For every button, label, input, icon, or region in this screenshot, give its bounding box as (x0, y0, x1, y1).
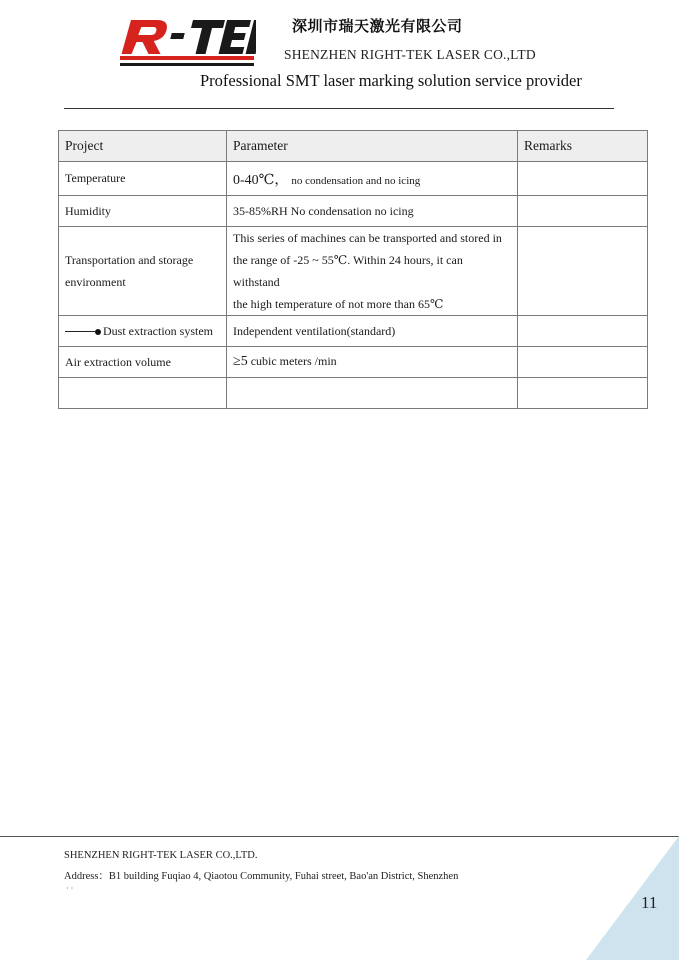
table-row (59, 378, 648, 409)
page-number: 11 (641, 893, 658, 912)
footer-mark: · · (66, 884, 74, 893)
temperature-note: no condensation and no icing (291, 174, 421, 187)
project-line: Transportation and storage (65, 253, 194, 267)
page-header (0, 0, 679, 112)
greater-equal-symbol: ≥ (233, 354, 241, 369)
project-line: environment (65, 275, 126, 289)
project-cell (59, 316, 227, 347)
project-label: Dust extraction system (103, 323, 213, 338)
parameter-cell: 35-85%RH No condensation no icing (227, 196, 518, 227)
air-volume-unit: cubic meters /min (250, 354, 337, 368)
parameter-cell: Independent ventilation(standard) (227, 316, 518, 347)
table-row (59, 196, 648, 227)
company-name-chinese: 深圳市瑞天激光有限公司 (292, 17, 463, 35)
parameter-cell (227, 227, 518, 316)
column-header-project: Project (59, 131, 227, 162)
parameter-cell (227, 347, 518, 378)
specification-table (58, 130, 648, 409)
project-cell: Air extraction volume (59, 347, 227, 378)
project-cell (59, 378, 227, 409)
rtek-logo (118, 16, 256, 70)
footer-address: Address：B1 building Fuqiao 4, Qiaotou Community, Fuhai street, Bao'an District, Shenzhen (64, 871, 459, 882)
company-name-english: SHENZHEN RIGHT-TEK LASER CO.,LTD (284, 47, 536, 62)
corner-decoration (586, 836, 679, 960)
column-header-parameter: Parameter (227, 131, 518, 162)
air-volume-value: 5 (240, 354, 248, 369)
project-cell (59, 227, 227, 316)
table-row (59, 162, 648, 196)
bullet-leader-line (65, 331, 95, 332)
parameter-cell (227, 378, 518, 409)
footer-divider (0, 836, 679, 837)
parameter-line: the range of -25 ~ 55℃. Within 24 hours, it can withstand (233, 253, 463, 289)
remarks-cell (518, 316, 648, 347)
remarks-cell (518, 196, 648, 227)
remarks-cell (518, 347, 648, 378)
parameter-line: the high temperature of not more than 65℃ (233, 297, 444, 311)
table-row (59, 316, 648, 347)
header-divider (64, 108, 614, 109)
bullet-dot-icon (95, 329, 101, 335)
parameter-cell (227, 162, 518, 196)
temperature-range: 0-40℃， (233, 172, 289, 188)
project-cell: Temperature (59, 162, 227, 196)
remarks-cell (518, 162, 648, 196)
column-header-remarks: Remarks (518, 131, 648, 162)
remarks-cell (518, 378, 648, 409)
company-tagline: Professional SMT laser marking solution service provider (200, 71, 582, 90)
remarks-cell (518, 227, 648, 316)
project-cell: Humidity (59, 196, 227, 227)
footer-company-name: SHENZHEN RIGHT-TEK LASER CO.,LTD. (64, 850, 258, 861)
table-header-row (59, 131, 648, 162)
parameter-line: This series of machines can be transported and stored in (233, 231, 502, 245)
table-row (59, 227, 648, 316)
table-row (59, 347, 648, 378)
